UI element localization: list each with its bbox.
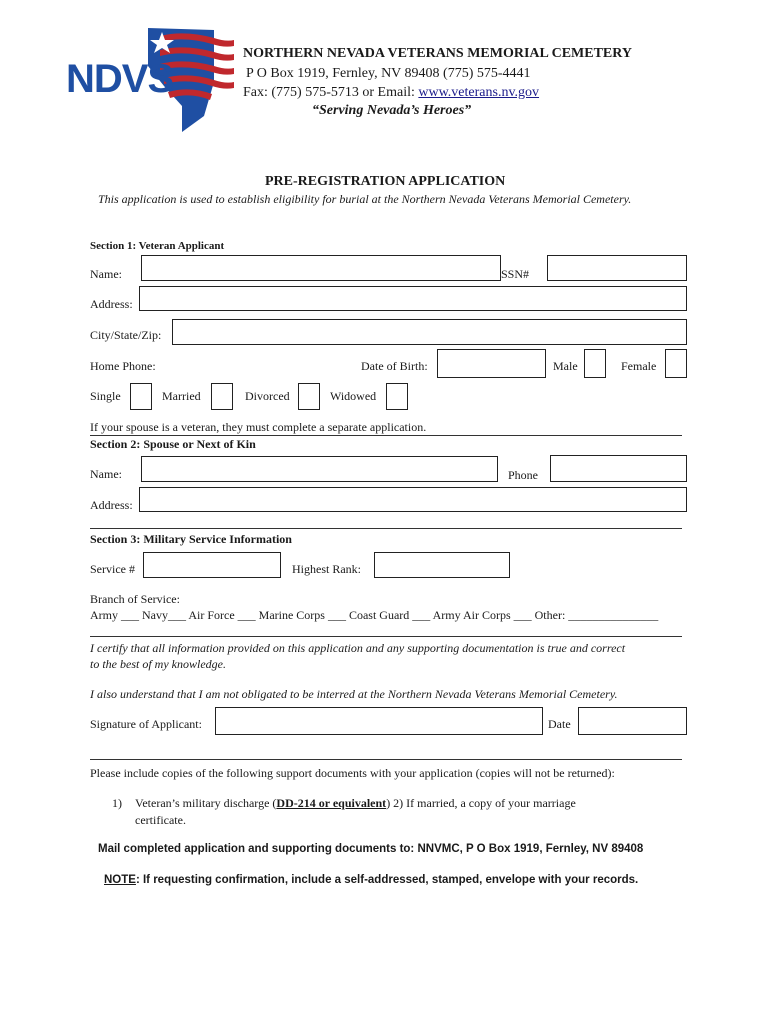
docs-item-post: ) 2) If married, a copy of your marriage: [386, 796, 576, 810]
veteran-name-label: Name:: [90, 267, 122, 281]
section1-heading: Section 1: Veteran Applicant: [90, 240, 225, 252]
docs-item: [135, 796, 576, 811]
divorced-label: Divorced: [245, 389, 290, 403]
spouse-address-label: Address:: [90, 498, 133, 512]
female-label: Female: [621, 359, 657, 373]
org-contact: [243, 85, 539, 101]
city-state-zip-label: City/State/Zip:: [90, 328, 162, 342]
signature-field[interactable]: [215, 707, 543, 735]
service-number-field[interactable]: [143, 552, 281, 578]
nevada-flag-logo: [64, 26, 236, 136]
note-line: [104, 874, 638, 886]
spouse-note: If your spouse is a veteran, they must complete a separate application.: [90, 420, 427, 434]
spouse-phone-label: Phone: [508, 468, 538, 482]
org-address: P O Box 1919, Fernley, NV 89408 (775) 575-4441: [246, 66, 531, 81]
spouse-address-field[interactable]: [139, 487, 687, 512]
fax-text: Fax: (775) 575-5713 or Email:: [243, 85, 419, 100]
mail-instructions: Mail completed application and supporting documents to: NNVMC, P O Box 1919, Fernley, NV 89408: [98, 843, 644, 855]
married-checkbox[interactable]: [211, 383, 233, 410]
docs-intro: Please include copies of the following support documents with your application (copies will not be returned):: [90, 766, 615, 780]
married-label: Married: [162, 389, 201, 403]
widowed-checkbox[interactable]: [386, 383, 408, 410]
section-divider: [90, 636, 682, 637]
docs-item-line-2: certificate.: [135, 813, 186, 827]
certify-line-1: I certify that all information provided on this application and any supporting documentation is true and correct: [90, 641, 626, 655]
highest-rank-label: Highest Rank:: [292, 562, 361, 576]
certify-line-2: to the best of my knowledge.: [90, 657, 226, 671]
dob-label: Date of Birth:: [361, 359, 428, 373]
widowed-label: Widowed: [330, 389, 377, 403]
date-label: Date: [548, 717, 571, 731]
spouse-name-field[interactable]: [141, 456, 498, 482]
female-checkbox[interactable]: [665, 349, 687, 378]
male-checkbox[interactable]: [584, 349, 606, 378]
signature-label: Signature of Applicant:: [90, 717, 202, 731]
male-label: Male: [553, 359, 578, 373]
dob-field[interactable]: [437, 349, 546, 378]
branch-label: Branch of Service:: [90, 592, 180, 606]
docs-item-pre: Veteran’s military discharge (: [135, 796, 277, 810]
spouse-phone-field[interactable]: [550, 455, 687, 482]
slogan: “Serving Nevada’s Heroes”: [312, 103, 472, 118]
note-text: : If requesting confirmation, include a self-addressed, stamped, envelope with your records.: [135, 874, 639, 886]
date-field[interactable]: [578, 707, 687, 735]
note-label: NOTE: [104, 874, 136, 886]
single-checkbox[interactable]: [130, 383, 152, 410]
section-divider: [90, 435, 682, 436]
section-divider: [90, 759, 682, 760]
section3-heading: Section 3: Military Service Information: [90, 532, 292, 546]
veteran-address-label: Address:: [90, 297, 133, 311]
org-name: NORTHERN NEVADA VETERANS MEMORIAL CEMETERY: [243, 46, 632, 61]
section-divider: [90, 528, 682, 529]
spouse-name-label: Name:: [90, 467, 122, 481]
single-label: Single: [90, 389, 121, 403]
branch-options: Army ___ Navy___ Air Force ___ Marine Corps ___ Coast Guard ___ Army Air Corps ___ Other: _______________: [90, 608, 659, 622]
ssn-field[interactable]: [547, 255, 687, 281]
section2-heading: Section 2: Spouse or Next of Kin: [90, 437, 256, 451]
logo-text: NDVS: [66, 57, 174, 101]
page-title: PRE-REGISTRATION APPLICATION: [265, 174, 506, 189]
highest-rank-field[interactable]: [374, 552, 510, 578]
website-link[interactable]: www.veterans.nv.gov: [418, 85, 540, 100]
home-phone-label: Home Phone:: [90, 359, 156, 373]
ssn-label: SSN#: [501, 267, 530, 281]
certify-line-3: I also understand that I am not obligated to be interred at the Northern Nevada Veterans Memorial Cemetery.: [90, 687, 618, 701]
dd214-link: DD-214 or equivalent: [276, 796, 387, 810]
docs-item-number: 1): [112, 796, 122, 810]
service-number-label: Service #: [90, 562, 135, 576]
veteran-name-field[interactable]: [141, 255, 501, 281]
page-subtitle: This application is used to establish eligibility for burial at the Northern Nevada Veterans Memorial Cemetery.: [98, 192, 632, 206]
veteran-address-field[interactable]: [139, 286, 687, 311]
divorced-checkbox[interactable]: [298, 383, 320, 410]
city-state-zip-field[interactable]: [172, 319, 687, 345]
